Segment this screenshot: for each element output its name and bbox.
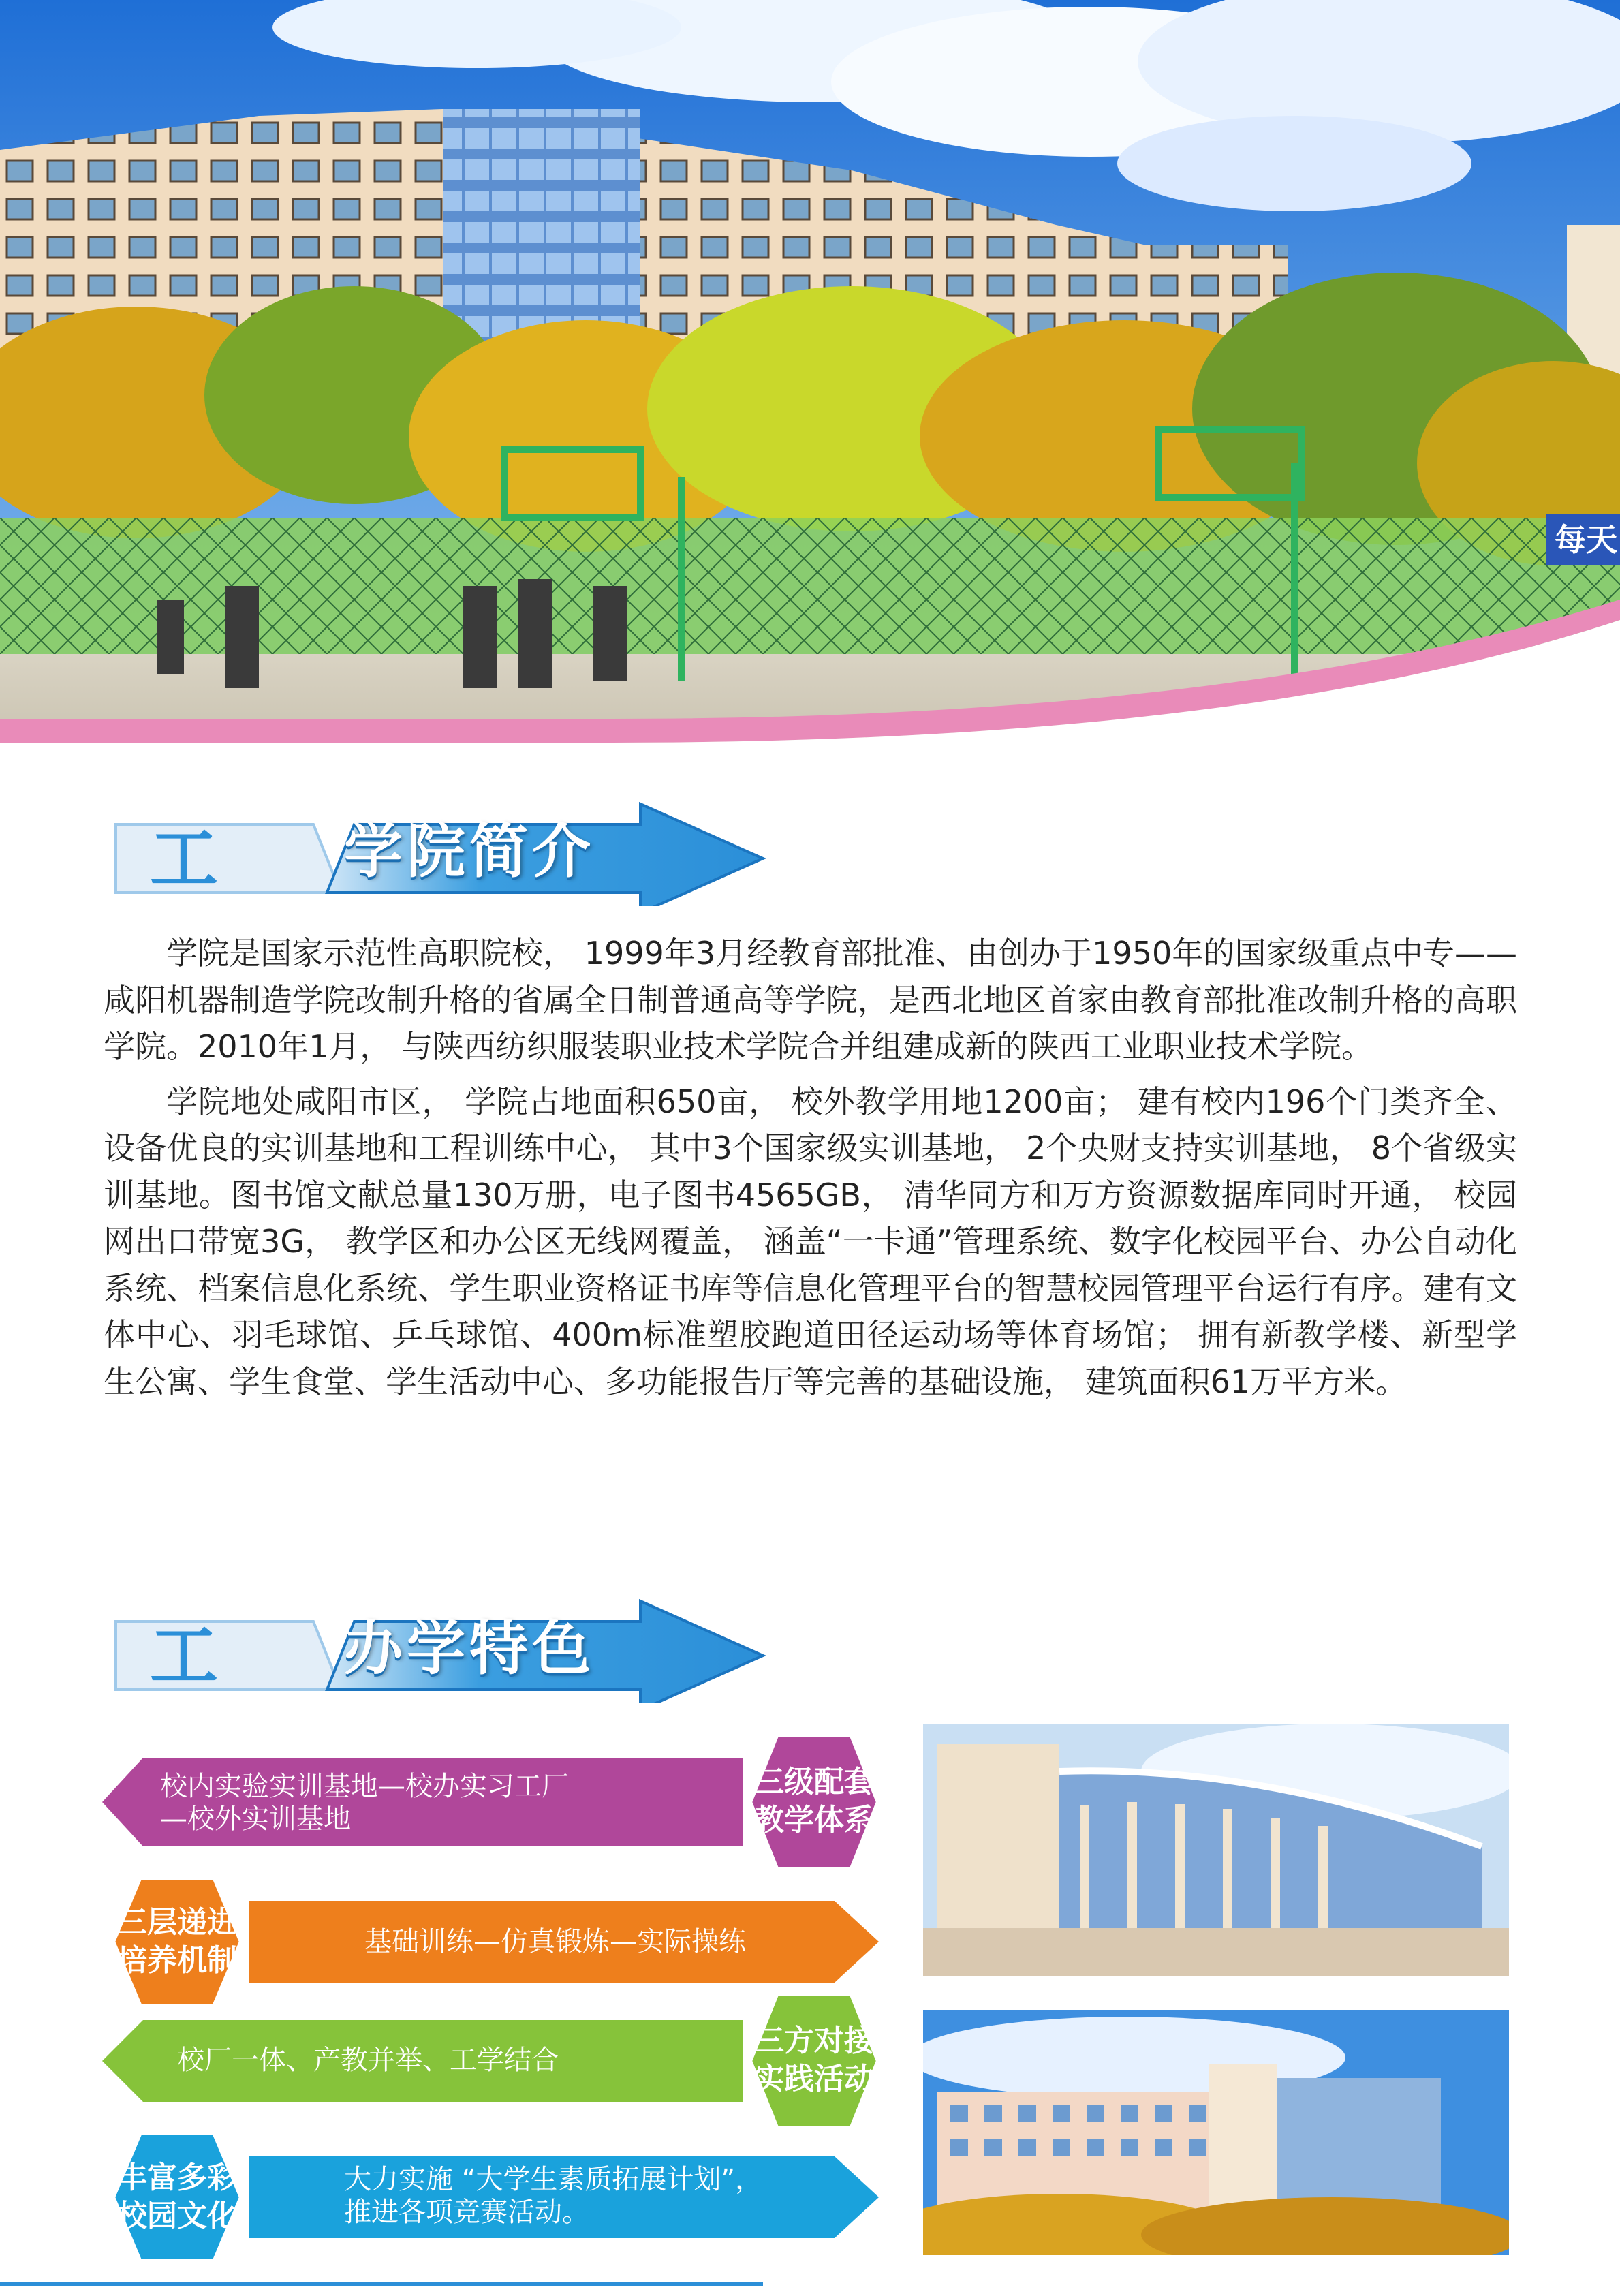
feature-label [749, 2022, 879, 2098]
feature-text-line: —校外实训基地 [160, 1803, 351, 1835]
feature-label-line: 三方对接 [754, 2023, 874, 2058]
feature-label-line: 培养机制 [117, 1943, 237, 1978]
feature-label-line: 三级配套 [754, 1765, 874, 1799]
intro-text [104, 930, 1517, 1413]
feature-item-3 [102, 1989, 879, 2132]
section-header-features [109, 1594, 777, 1703]
feature-text-line: 大力实施 “大学生素质拓展计划”， [344, 2164, 763, 2195]
feature-text-line: 校厂一体、产教并举、工学结合 [177, 2045, 559, 2076]
feature-text-line: 推进各项竞赛活动。 [344, 2197, 589, 2228]
feature-text-line: 基础训练—仿真锻炼—实际操练 [364, 1926, 746, 1957]
campus-photo [0, 0, 1620, 763]
feature-label-line: 丰富多彩 [117, 2160, 237, 2195]
svg-text:工: 工 [150, 1615, 218, 1696]
feature-label-line: 校园文化 [117, 2199, 237, 2233]
feature-label [749, 1763, 879, 1840]
photo-banner-text: 每天 [1555, 521, 1617, 558]
teaching-building-photo [923, 2010, 1509, 2255]
feature-item-4 [112, 2129, 879, 2265]
feature-label-line: 实践活动 [754, 2062, 874, 2096]
bottom-divider [0, 2282, 763, 2286]
section-title-intro: 学院简介 [344, 818, 595, 886]
section-header-intro [109, 797, 777, 906]
feature-label-line: 教学体系 [754, 1803, 874, 1837]
library-photo [923, 1724, 1509, 1976]
feature-label [112, 1904, 242, 1980]
svg-text:工: 工 [150, 818, 218, 899]
feature-text-line: 校内实验实训基地—校办实习工厂 [160, 1771, 569, 1802]
logo-icon [150, 1615, 218, 1696]
section-title-features: 办学特色 [344, 1615, 595, 1683]
feature-label [112, 2159, 242, 2235]
logo-icon [150, 818, 218, 899]
feature-item-1 [102, 1731, 879, 1874]
intro-paragraph-1: 学院是国家示范性高职院校， 1999年3月经教育部批准、由创办于1950年的国家级重点中专——咸阳机器制造学院改制升格的省属全日制普通高等学院，是西北地区首家由教育部批准改制升格的高职学院。2010年1月， 与陕西纺织服装职业技术学院合并组建成新的陕西工业职业技术学院。 [104, 935, 1517, 1065]
intro-paragraph-2: 学院地处咸阳市区， 学院占地面积650亩， 校外教学用地1200亩； 建有校内196个门类齐全、设备优良的实训基地和工程训练中心， 其中3个国家级实训基地， 2个央财支持实训基地， 8个省级实训基地。图书馆文献总量130万册，电子图书4565GB， 清华同方和万方资源数据库同时开通， 校园网出口带宽3G， 教学区和办公区无线网覆盖， 涵盖“一卡通”管理系统、数字化校园平台、办公自动化系统、档案信息化系统、学生职业资格证书库等信息化管理平台的智慧校园管理平台运行有序。建有文体中心、羽毛球馆、乒乓球馆、400m标准塑胶跑道田径运动场等体育场馆； 拥有新教学楼、新型学生公寓、学生食堂、学生活动中心、多功能报告厅等完善的基础设施， 建筑面积61万平方米。 [104, 1083, 1517, 1400]
feature-label-line: 三层递进 [117, 1905, 237, 1940]
